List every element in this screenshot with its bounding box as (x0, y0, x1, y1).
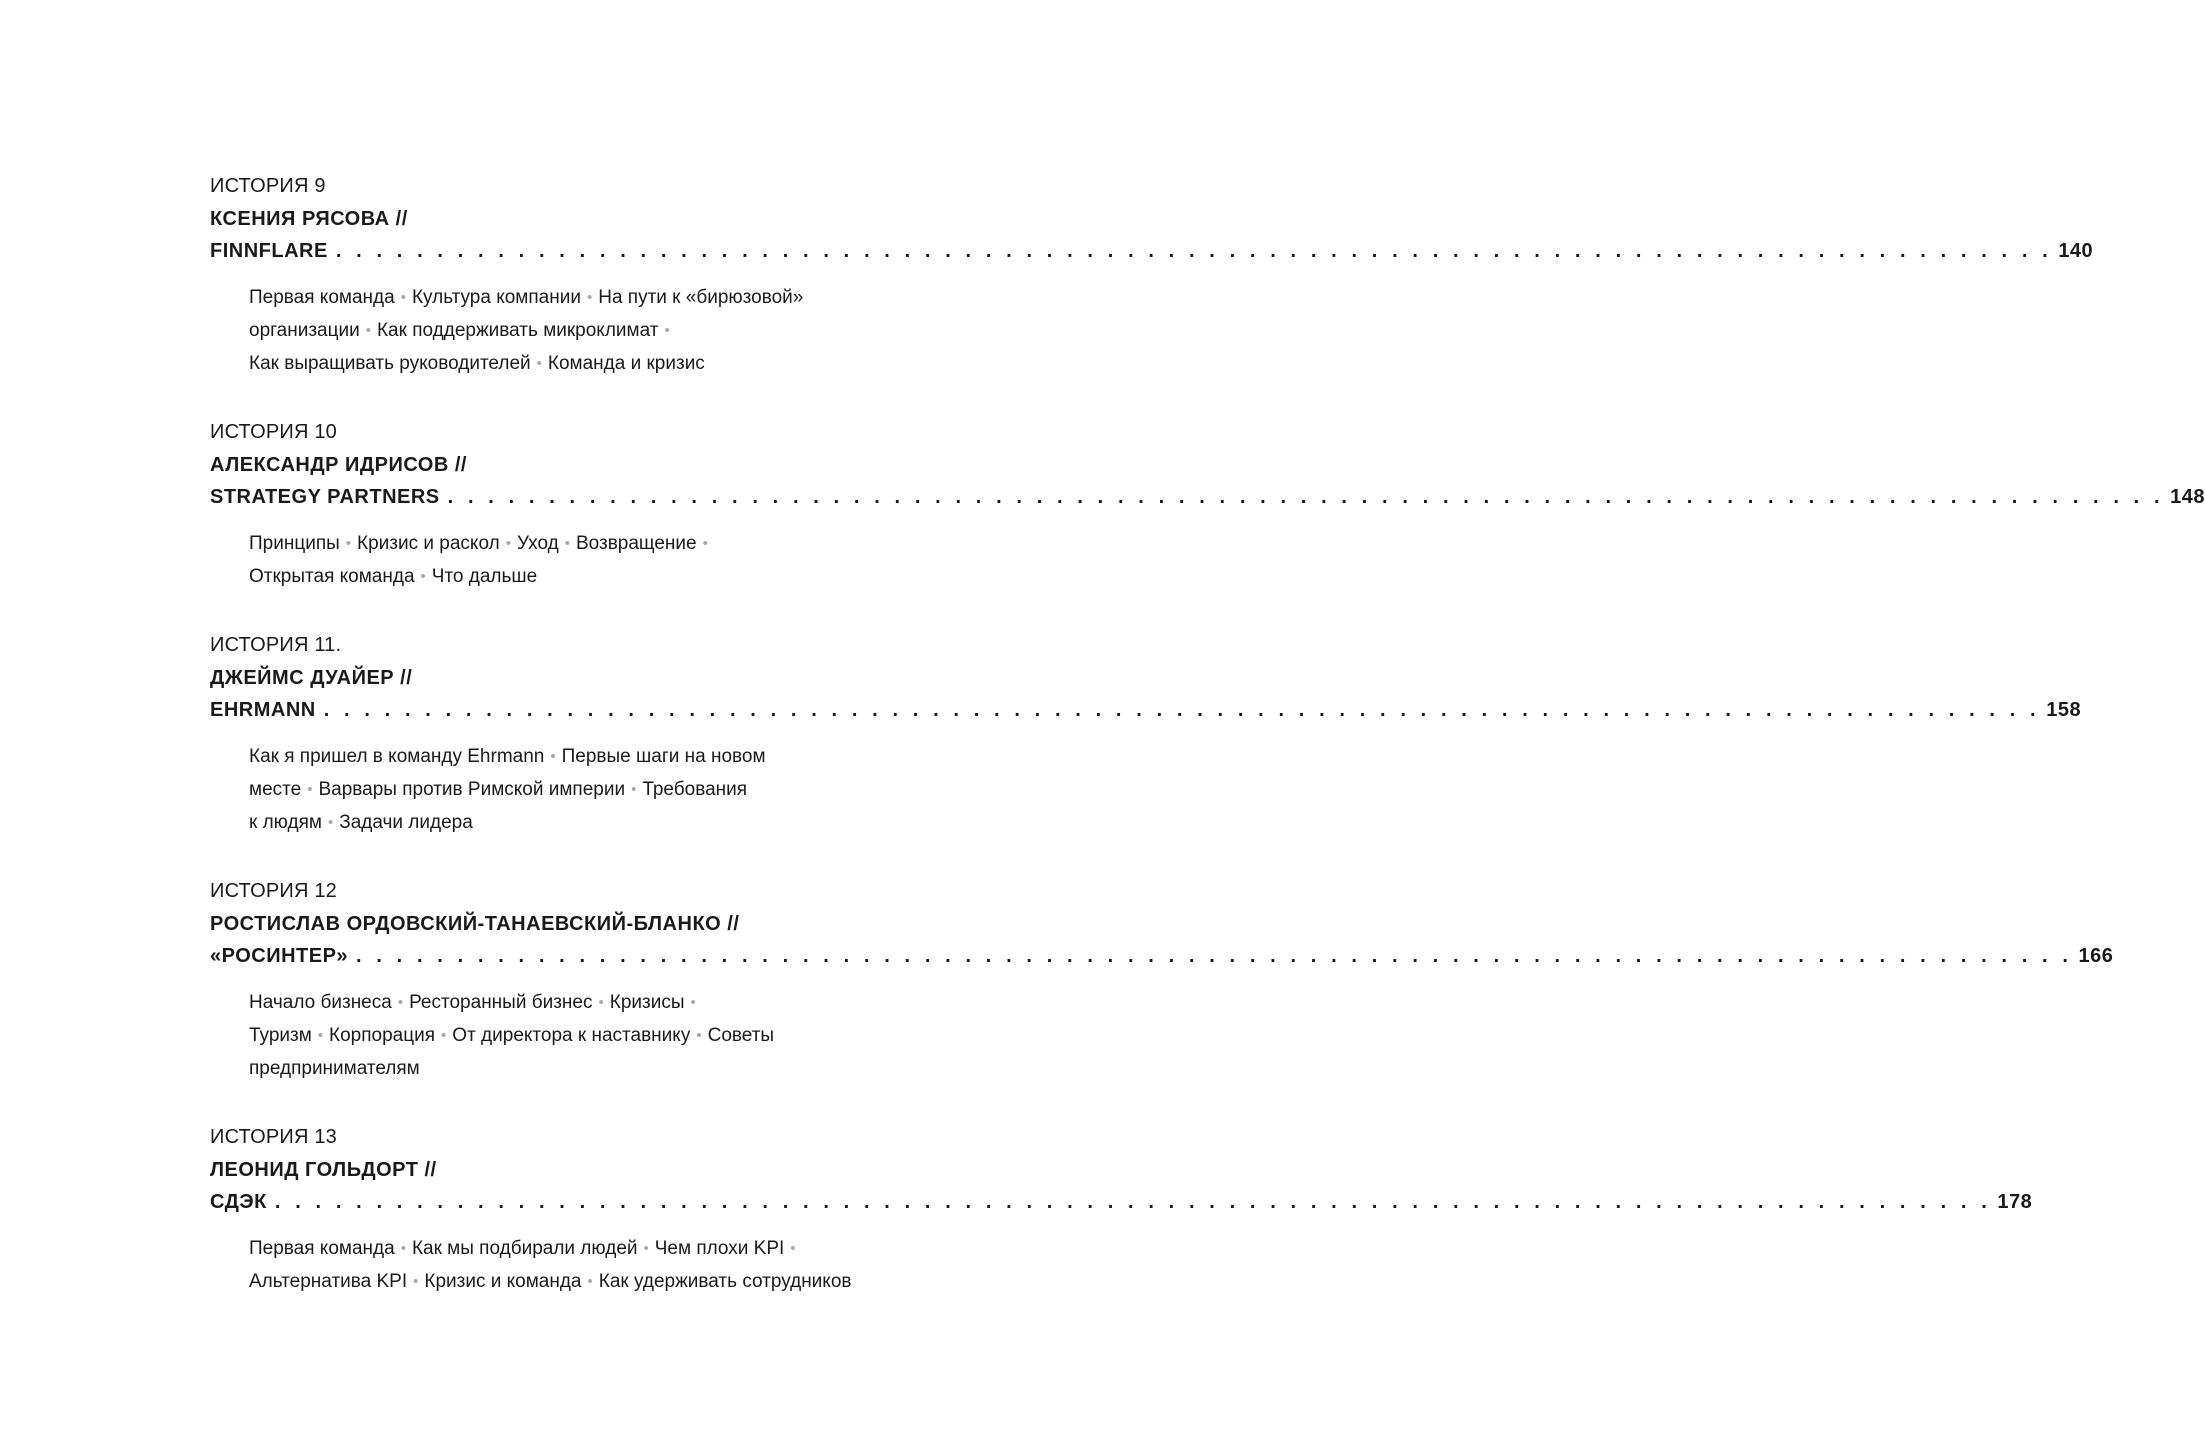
leader-dots: . . . . . . . . . . . . . . . . . . . . . . . . . . . . . . . . . . . . . . . . . . . . . . . . . . . . . . . . . . . . . . . . . . . . . . . . . . . . . . . . . . . . . (335, 240, 2053, 262)
bullet-icon: • (643, 1240, 649, 1257)
topic-item: к людям (249, 812, 322, 833)
page-number: 140 (2058, 240, 2094, 262)
company-line (210, 694, 2082, 726)
topic-item: Советы (707, 1025, 775, 1046)
page-number: 166 (2078, 945, 2114, 967)
bullet-icon: • (400, 289, 406, 306)
bullet-icon: • (420, 568, 426, 585)
topic-item: Кризис и команда (424, 1271, 582, 1292)
author-name: АЛЕКСАНДР ИДРИСОВ // (210, 454, 467, 476)
topic-item: Ресторанный бизнес (409, 992, 593, 1013)
topic-item: Как удерживать сотрудников (598, 1271, 852, 1292)
topic-line (249, 560, 883, 593)
bullet-icon: • (413, 1273, 419, 1290)
bullet-icon: • (397, 994, 404, 1011)
bullet-icon: • (587, 1273, 593, 1290)
table-of-contents (210, 170, 2205, 1334)
topic-item: Альтернатива KPI (249, 1271, 408, 1292)
author-name: ДЖЕЙМС ДУАЙЕР // (210, 667, 413, 689)
page-number: 158 (2046, 699, 2082, 721)
bullet-icon: • (441, 1027, 447, 1044)
story-label: ИСТОРИЯ 13 (210, 1126, 337, 1148)
bullet-icon: • (790, 1240, 796, 1257)
leader-dots: . . . . . . . . . . . . . . . . . . . . . . . . . . . . . . . . . . . . . . . . . . . . . . . . . . . . . . . . . . . . . . . . . . . . . . . . . . . . . . . . . . . . . (356, 945, 2073, 967)
toc-entry (210, 170, 2094, 380)
bullet-icon: • (631, 781, 637, 798)
topic-item: Требования (642, 779, 748, 800)
topic-item: Как мы подбирали людей (411, 1238, 638, 1259)
topic-item: предпринимателям (249, 1058, 420, 1079)
topic-item: Как поддерживать микроклимат (376, 320, 659, 341)
bullet-icon: • (505, 535, 511, 552)
topic-item: Задачи лидера (339, 812, 473, 833)
story-label: ИСТОРИЯ 9 (210, 175, 326, 197)
bullet-icon: • (345, 535, 352, 552)
topic-line (249, 773, 883, 806)
topic-item: Команда и кризис (547, 353, 705, 374)
topic-item: месте (249, 779, 302, 800)
topics-list (249, 527, 883, 593)
topic-item: Варвары против Римской империи (318, 779, 626, 800)
topics-list (249, 1232, 883, 1298)
topic-item: Культура компании (411, 287, 581, 308)
company-line (210, 235, 2094, 267)
company-line (210, 1186, 2033, 1218)
topics-list (249, 986, 883, 1085)
topic-item: Первые шаги на новом (561, 746, 766, 767)
topic-line (249, 281, 883, 314)
bullet-icon: • (690, 994, 696, 1011)
topic-item: Начало бизнеса (249, 992, 392, 1013)
page-number: 178 (1997, 1191, 2033, 1213)
topics-list (249, 740, 883, 839)
topic-item: Принципы (249, 533, 340, 554)
topic-line (249, 1019, 883, 1052)
bullet-icon: • (400, 1240, 406, 1257)
bullet-icon: • (327, 814, 334, 831)
company-name: FINNFLARE (210, 240, 328, 262)
topic-item: Как я пришел в команду Ehrmann (249, 746, 545, 767)
leader-dots: . . . . . . . . . . . . . . . . . . . . . . . . . . . . . . . . . . . . . . . . . . . . . . . . . . . . . . . . . . . . . . . . . . . . . . . . . . . . . . . . . . . . . (323, 699, 2041, 721)
toc-entry (210, 1121, 2033, 1298)
story-label: ИСТОРИЯ 11. (210, 634, 342, 656)
topic-item: Первая команда (249, 287, 395, 308)
topic-item: Первая команда (249, 1238, 395, 1259)
topic-item: Туризм (249, 1025, 312, 1046)
bullet-icon: • (536, 355, 542, 372)
bullet-icon: • (664, 322, 670, 339)
story-label: ИСТОРИЯ 12 (210, 880, 337, 902)
company-name: EHRMANN (210, 699, 316, 721)
author-name: КСЕНИЯ РЯСОВА // (210, 208, 408, 230)
company-name: STRATEGY PARTNERS (210, 486, 440, 508)
toc-entry (210, 875, 2114, 1085)
author-name: ЛЕОНИД ГОЛЬДОРТ // (210, 1159, 437, 1181)
page-number: 148 (2170, 486, 2205, 508)
topic-item: организации (249, 320, 360, 341)
topic-line (249, 1232, 883, 1265)
topic-line (249, 347, 883, 380)
topic-item: Как выращивать руководителей (249, 353, 531, 374)
topic-item: Кризис и раскол (357, 533, 500, 554)
topic-item: От директора к наставнику (452, 1025, 691, 1046)
topic-item: Чем плохи KPI (654, 1238, 785, 1259)
topic-line (249, 986, 883, 1019)
topic-item: Кризисы (609, 992, 685, 1013)
bullet-icon: • (317, 1027, 324, 1044)
topic-line (249, 314, 883, 347)
bullet-icon: • (586, 289, 593, 306)
company-name: «РОСИНТЕР» (210, 945, 349, 967)
toc-entry (210, 416, 2205, 593)
topic-item: Возвращение (575, 533, 697, 554)
topic-item: Уход (516, 533, 559, 554)
author-name: РОСТИСЛАВ ОРДОВСКИЙ-ТАНАЕВСКИЙ-БЛАНКО // (210, 913, 740, 935)
topics-list (249, 281, 883, 380)
bullet-icon: • (564, 535, 570, 552)
bullet-icon: • (598, 994, 604, 1011)
leader-dots: . . . . . . . . . . . . . . . . . . . . . . . . . . . . . . . . . . . . . . . . . . . . . . . . . . . . . . . . . . . . . . . . . . . . . . . . . . . . . . . . . . . . . (274, 1191, 1992, 1213)
bullet-icon: • (696, 1027, 702, 1044)
leader-dots: . . . . . . . . . . . . . . . . . . . . . . . . . . . . . . . . . . . . . . . . . . . . . . . . . . . . . . . . . . . . . . . . . . . . . . . . . . . . . . . . . . . . . (447, 486, 2165, 508)
topic-line (249, 740, 883, 773)
topic-item: Что дальше (431, 566, 538, 587)
toc-entry (210, 629, 2082, 839)
topic-line (249, 1052, 883, 1085)
topic-item: Открытая команда (249, 566, 415, 587)
topic-line (249, 806, 883, 839)
bullet-icon: • (307, 781, 313, 798)
topic-line (249, 1265, 883, 1298)
bullet-icon: • (702, 535, 708, 552)
company-line (210, 481, 2205, 513)
bullet-icon: • (365, 322, 371, 339)
company-name: СДЭК (210, 1191, 267, 1213)
topic-item: Корпорация (329, 1025, 436, 1046)
topic-line (249, 527, 883, 560)
topic-item: На пути к «бирюзовой» (598, 287, 804, 308)
bullet-icon: • (550, 748, 556, 765)
story-label: ИСТОРИЯ 10 (210, 421, 337, 443)
company-line (210, 940, 2114, 972)
